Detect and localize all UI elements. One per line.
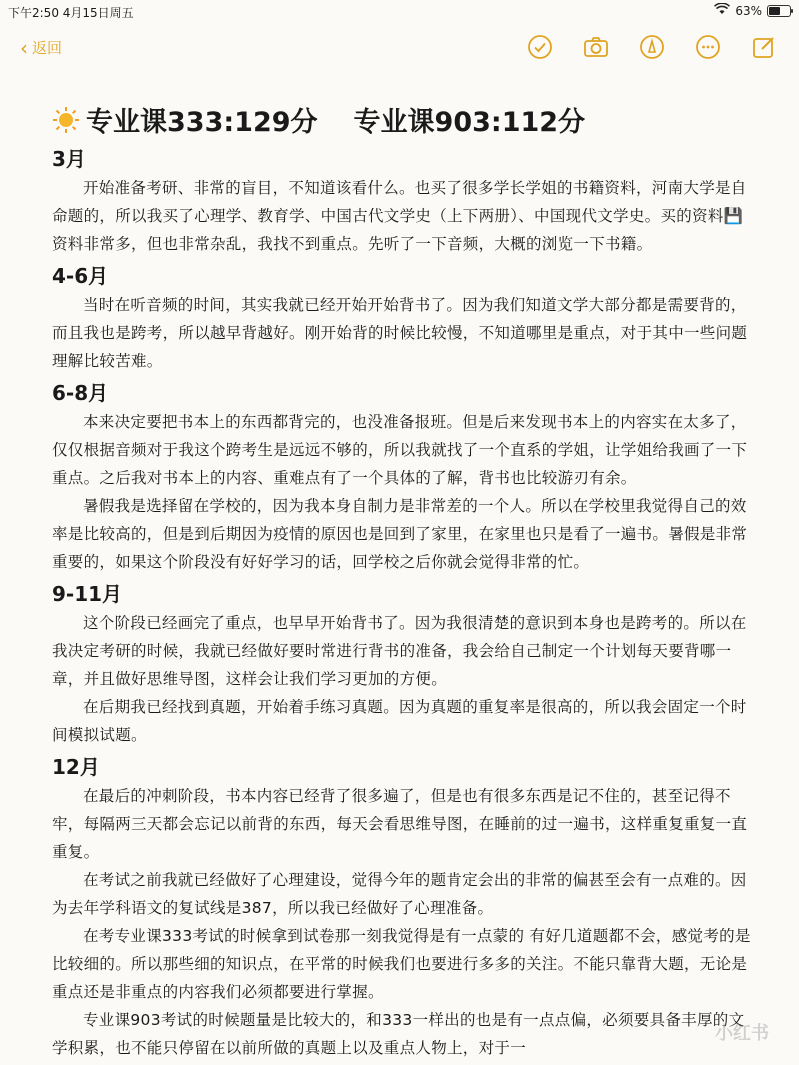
status-bar bbox=[0, 0, 799, 24]
status-time-date: 下午2:50 4月15日周五 bbox=[8, 6, 134, 20]
back-button[interactable] bbox=[20, 37, 62, 58]
title-part-2: 专业课903:112分 bbox=[353, 107, 586, 138]
section-heading: 12月 bbox=[52, 755, 100, 779]
section-paragraph: 当时在听音频的时间，其实我就已经开始开始背书了。因为我们知道文学大部分都是需要背的，而且我也是跨考，所以越早背越好。刚开始背的时候比较慢，不知道哪里是重点，对于其中一些问题理解比较苦难。 bbox=[52, 296, 748, 370]
section-heading: 9-11月 bbox=[52, 582, 123, 606]
compose-icon[interactable] bbox=[751, 34, 777, 60]
section-paragraph: 在后期我已经找到真题，开始着手练习真题。因为真题的重复率是很高的，所以我会固定一个时间模拟试题。 bbox=[52, 698, 747, 744]
sun-icon bbox=[52, 106, 80, 134]
watermark: 小红书 bbox=[715, 1023, 769, 1044]
toolbar-actions bbox=[527, 34, 777, 60]
more-icon[interactable] bbox=[695, 34, 721, 60]
section-paragraph: 在最后的冲刺阶段，书本内容已经背了很多遍了，但是也有很多东西是记不住的，甚至记得不牢，每隔两三天都会忘记以前背的东西，每天会看思维导图，在睡前的过一遍书，这样重复重复一直重复。 bbox=[52, 787, 748, 861]
note-title bbox=[52, 100, 752, 139]
battery-icon bbox=[767, 5, 791, 17]
camera-icon[interactable] bbox=[583, 34, 609, 60]
section-heading: 3月 bbox=[52, 147, 86, 171]
section-paragraph: 专业课903考试的时候题量是比较大的，和333一样出的也是有一点点偏，必须要具备丰厚的文学积累，也不能只停留在以前所做的真题上以及重点人物上，对于一 bbox=[52, 1011, 745, 1057]
checkmark-circle-icon[interactable] bbox=[527, 34, 553, 60]
section-paragraph: 在考试之前我就已经做好了心理建设，觉得今年的题肯定会出的非常的偏甚至会有一点难的。因为去年学科语文的复试线是387，所以我已经做好了心理准备。 bbox=[52, 871, 747, 917]
section-paragraph: 暑假我是选择留在学校的，因为我本身自制力是非常差的一个人。所以在学校里我觉得自己的效率是比较高的，但是到后期因为疫情的原因也是回到了家里，在家里也只是看了一遍书。暑假是非常重要的，如果这个阶段没有好好学习的话，回学校之后你就会觉得非常的忙。 bbox=[52, 497, 748, 571]
note-sections bbox=[52, 143, 752, 1062]
note-content[interactable] bbox=[52, 100, 752, 1062]
markup-pen-icon[interactable] bbox=[639, 34, 665, 60]
battery-percent: 63% bbox=[735, 3, 762, 18]
wifi-icon bbox=[714, 3, 730, 18]
back-label: 返回 bbox=[32, 39, 63, 57]
section-heading: 4-6月 bbox=[52, 264, 109, 288]
chevron-left-icon: ‹ bbox=[20, 35, 28, 60]
section-paragraph: 在考专业课333考试的时候拿到试卷那一刻我觉得是有一点蒙的 有好几道题都不会，感觉考的是比较细的。所以那些细的知识点，在平常的时候我们也要进行多多的关注。不能只靠背大题，无论是重点还是非重点的内容我们必须都要进行掌握。 bbox=[52, 927, 751, 1001]
section-paragraph: 本来决定要把书本上的东西都背完的，也没准备报班。但是后来发现书本上的内容实在太多了，仅仅根据音频对于我这个跨考生是远远不够的，所以我就找了一个直系的学姐，让学姐给我画了一下重点。之后我对书本上的内容、重难点有了一个具体的了解，背书也比较游刃有余。 bbox=[52, 413, 748, 487]
section-paragraph: 这个阶段已经画完了重点，也早早开始背书了。因为我很清楚的意识到本身也是跨考的。所以在我决定考研的时候，我就已经做好要时常进行背书的准备，我会给自己制定一个计划每天要背哪一章，并且做好思维导图，这样会让我们学习更加的方便。 bbox=[52, 614, 747, 688]
status-indicators bbox=[714, 3, 791, 18]
section-paragraph: 开始准备考研、非常的盲目，不知道该看什么。也买了很多学长学姐的书籍资料，河南大学是自命题的，所以我买了心理学、教育学、中国古代文学史（上下两册）、中国现代文学史。买的资料💾资料非常多，但也非常杂乱，我找不到重点。先听了一下音频，大概的浏览一下书籍。 bbox=[52, 179, 747, 253]
section-heading: 6-8月 bbox=[52, 381, 109, 405]
title-part-1: 专业课333:129分 bbox=[86, 107, 318, 138]
toolbar bbox=[0, 28, 799, 68]
